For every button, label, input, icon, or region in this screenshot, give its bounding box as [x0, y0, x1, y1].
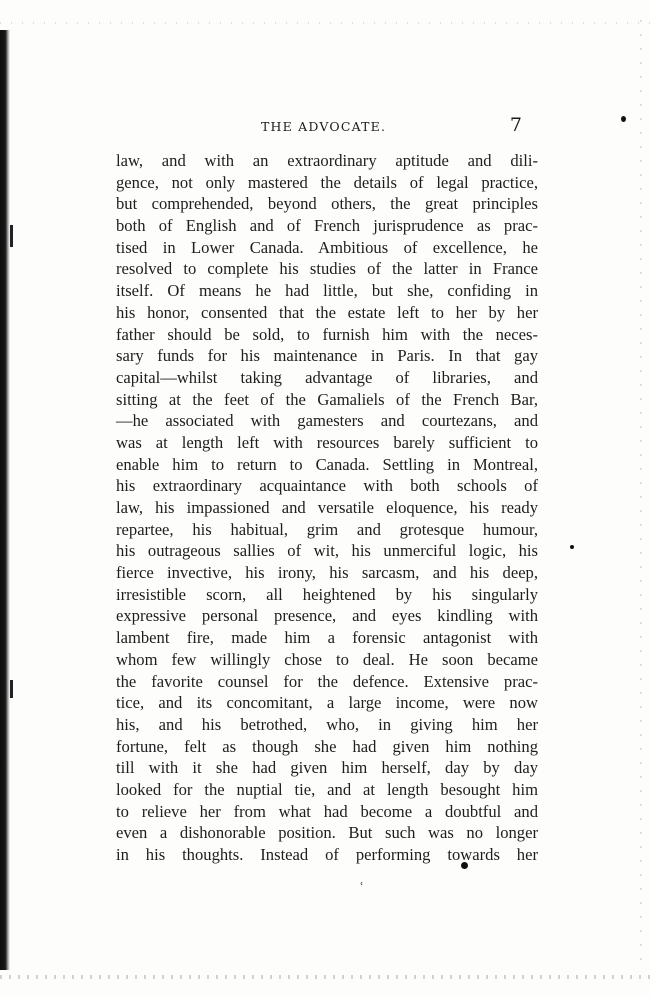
text-line: his honor, consented that the estate left to her by her	[116, 302, 538, 322]
binding-mark	[10, 225, 13, 247]
scan-edge-right	[640, 20, 642, 970]
ink-blot	[570, 545, 574, 549]
text-line: capital—whilst taking advantage of libraries, and	[116, 367, 538, 387]
text-line: to relieve her from what had become a doubtful and	[116, 801, 538, 821]
text-line: looked for the nuptial tie, and at length besought him	[116, 779, 538, 799]
text-line: gence, not only mastered the details of legal practice,	[116, 172, 538, 192]
text-line: sitting at the feet of the Gamaliels of the French Bar,	[116, 389, 538, 409]
text-line: repartee, his habitual, grim and grotesque humour,	[116, 519, 538, 539]
ink-blot	[621, 116, 626, 122]
text-line: fierce invective, his irony, his sarcasm, and his deep,	[116, 563, 538, 583]
signature-mark: ʿ	[360, 880, 364, 894]
text-line: was at length left with resources barely sufficient to	[116, 432, 538, 452]
page-number: 7	[509, 114, 522, 136]
text-line: till with it she had given him herself, day by day	[116, 758, 538, 778]
text-line: both of English and of French jurisprudence as prac-	[116, 216, 538, 236]
running-head	[116, 114, 536, 139]
text-line: his outrageous sallies of wit, his unmerciful logic, his	[116, 541, 538, 561]
text-line: enable him to return to Canada. Settling in Montreal,	[116, 454, 538, 474]
text-line: father should be sold, to furnish him with the neces-	[116, 324, 538, 344]
text-line: law, and with an extraordinary aptitude and dili-	[116, 151, 538, 170]
text-line: resolved to complete his studies of the latter in France	[116, 259, 538, 279]
text-line: expressive personal presence, and eyes kindling with	[116, 606, 538, 626]
text-line: lambent fire, made him a forensic antagonist with	[116, 628, 538, 648]
text-line: the favorite counsel for the defence. Extensive prac-	[116, 671, 538, 691]
text-line: —he associated with gamesters and courtezans, and	[116, 411, 538, 431]
running-title: THE ADVOCATE.	[261, 119, 387, 134]
text-line: in his thoughts. Instead of performing towards her	[116, 845, 538, 864]
text-line: sary funds for his maintenance in Paris. In that gay	[116, 346, 538, 366]
text-line: law, his impassioned and versatile eloquence, his ready	[116, 498, 538, 517]
text-line: even a dishonorable position. But such was no longer	[116, 823, 538, 843]
text-line: fortune, felt as though she had given him nothing	[116, 736, 538, 756]
binding-mark	[10, 680, 13, 698]
text-line: itself. Of means he had little, but she, confiding in	[116, 281, 538, 301]
text-line: but comprehended, beyond others, the great principles	[116, 194, 538, 214]
text-line: his, and his betrothed, who, in giving him her	[116, 714, 538, 734]
binding-shadow	[0, 30, 10, 970]
text-line: tised in Lower Canada. Ambitious of excellence, he	[116, 237, 538, 257]
text-line: tice, and its concomitant, a large income, were now	[116, 693, 538, 713]
text-line: irresistible scorn, all heightened by his singularly	[116, 584, 538, 604]
text-line: whom few willingly chose to deal. He soon became	[116, 649, 538, 669]
scan-edge-top	[0, 22, 650, 24]
body-text	[116, 150, 538, 866]
scan-edge-bottom	[0, 975, 650, 979]
text-line: his extraordinary acquaintance with both schools of	[116, 476, 538, 496]
